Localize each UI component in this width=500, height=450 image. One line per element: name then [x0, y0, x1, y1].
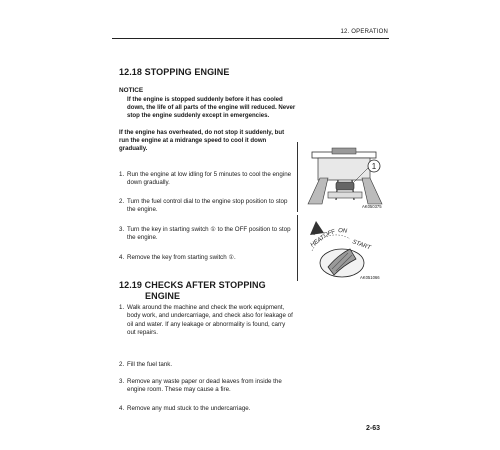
step-text: Remove the key from starting switch ①. — [127, 254, 236, 261]
notice-paragraph-1: If the engine is stopped suddenly before it has cooled down, the life of all parts of the engine will reduced. Never stop the engine suddenly except in emergencies. — [127, 96, 296, 120]
step-number: 2. — [119, 198, 125, 205]
section-title-checks-line2: ENGINE — [145, 291, 181, 301]
check-step-1 — [119, 304, 295, 337]
section-title-checks: 12.19 CHECKS AFTER STOPPING — [119, 280, 266, 290]
figure-id-1: AK050375 — [362, 204, 382, 209]
switch-on-label: ON — [337, 228, 348, 235]
check-step-4 — [119, 405, 295, 413]
chapter-header: 12. OPERATION — [340, 29, 388, 35]
step-number: 4. — [119, 405, 125, 412]
step-text: Turn the key in starting switch ① to the OFF position to stop the engine. — [127, 226, 291, 242]
check-step-2 — [119, 361, 295, 369]
page-number: 2-63 — [366, 425, 381, 432]
switch-start-label: START — [351, 239, 372, 252]
figure-starting-switch — [297, 215, 392, 281]
step-text: Turn the fuel control dial to the engine stop position to stop the engine. — [127, 198, 288, 214]
section-title-stopping-engine: 12.18 STOPPING ENGINE — [119, 67, 230, 77]
step-text: Remove any mud stuck to the undercarriage. — [127, 405, 251, 412]
step-number: 1. — [119, 304, 125, 311]
stop-step-1 — [119, 171, 295, 188]
starting-switch-illustration — [298, 215, 392, 281]
notice-paragraph-2: If the engine has overheated, do not stop it suddenly, but run the engine at a midrange speed to cool it down gradually. — [119, 129, 285, 153]
step-text: Fill the fuel tank. — [127, 361, 173, 368]
stop-step-2 — [119, 198, 295, 215]
check-step-3 — [119, 378, 295, 395]
header-rule — [112, 38, 389, 39]
switch-off-label: OFF — [322, 229, 336, 239]
switch-heat-label: HEAT — [309, 234, 326, 249]
step-number: 3. — [119, 378, 125, 385]
stop-step-3 — [119, 226, 295, 243]
figure-fuel-control — [297, 142, 392, 212]
fuel-control-illustration — [298, 142, 392, 212]
step-number: 3. — [119, 226, 125, 233]
figure-id-2: AK051066 — [360, 275, 380, 280]
notice-heading: NOTICE — [119, 87, 144, 94]
step-number: 2. — [119, 361, 125, 368]
step-text: Run the engine at low idling for 5 minutes to cool the engine down gradually. — [127, 171, 292, 187]
stop-step-4 — [119, 254, 295, 262]
figure-callout-label: 1 — [371, 162, 377, 171]
step-number: 4. — [119, 254, 125, 261]
step-text: Walk around the machine and check the work equipment, body work, and undercarriage, and check also for leakage of oil and water. If any leakage or abnormality is found, carry out repairs. — [127, 304, 293, 336]
step-number: 1. — [119, 171, 125, 178]
step-text: Remove any waste paper or dead leaves from inside the engine room. These may cause a fire. — [127, 378, 282, 394]
